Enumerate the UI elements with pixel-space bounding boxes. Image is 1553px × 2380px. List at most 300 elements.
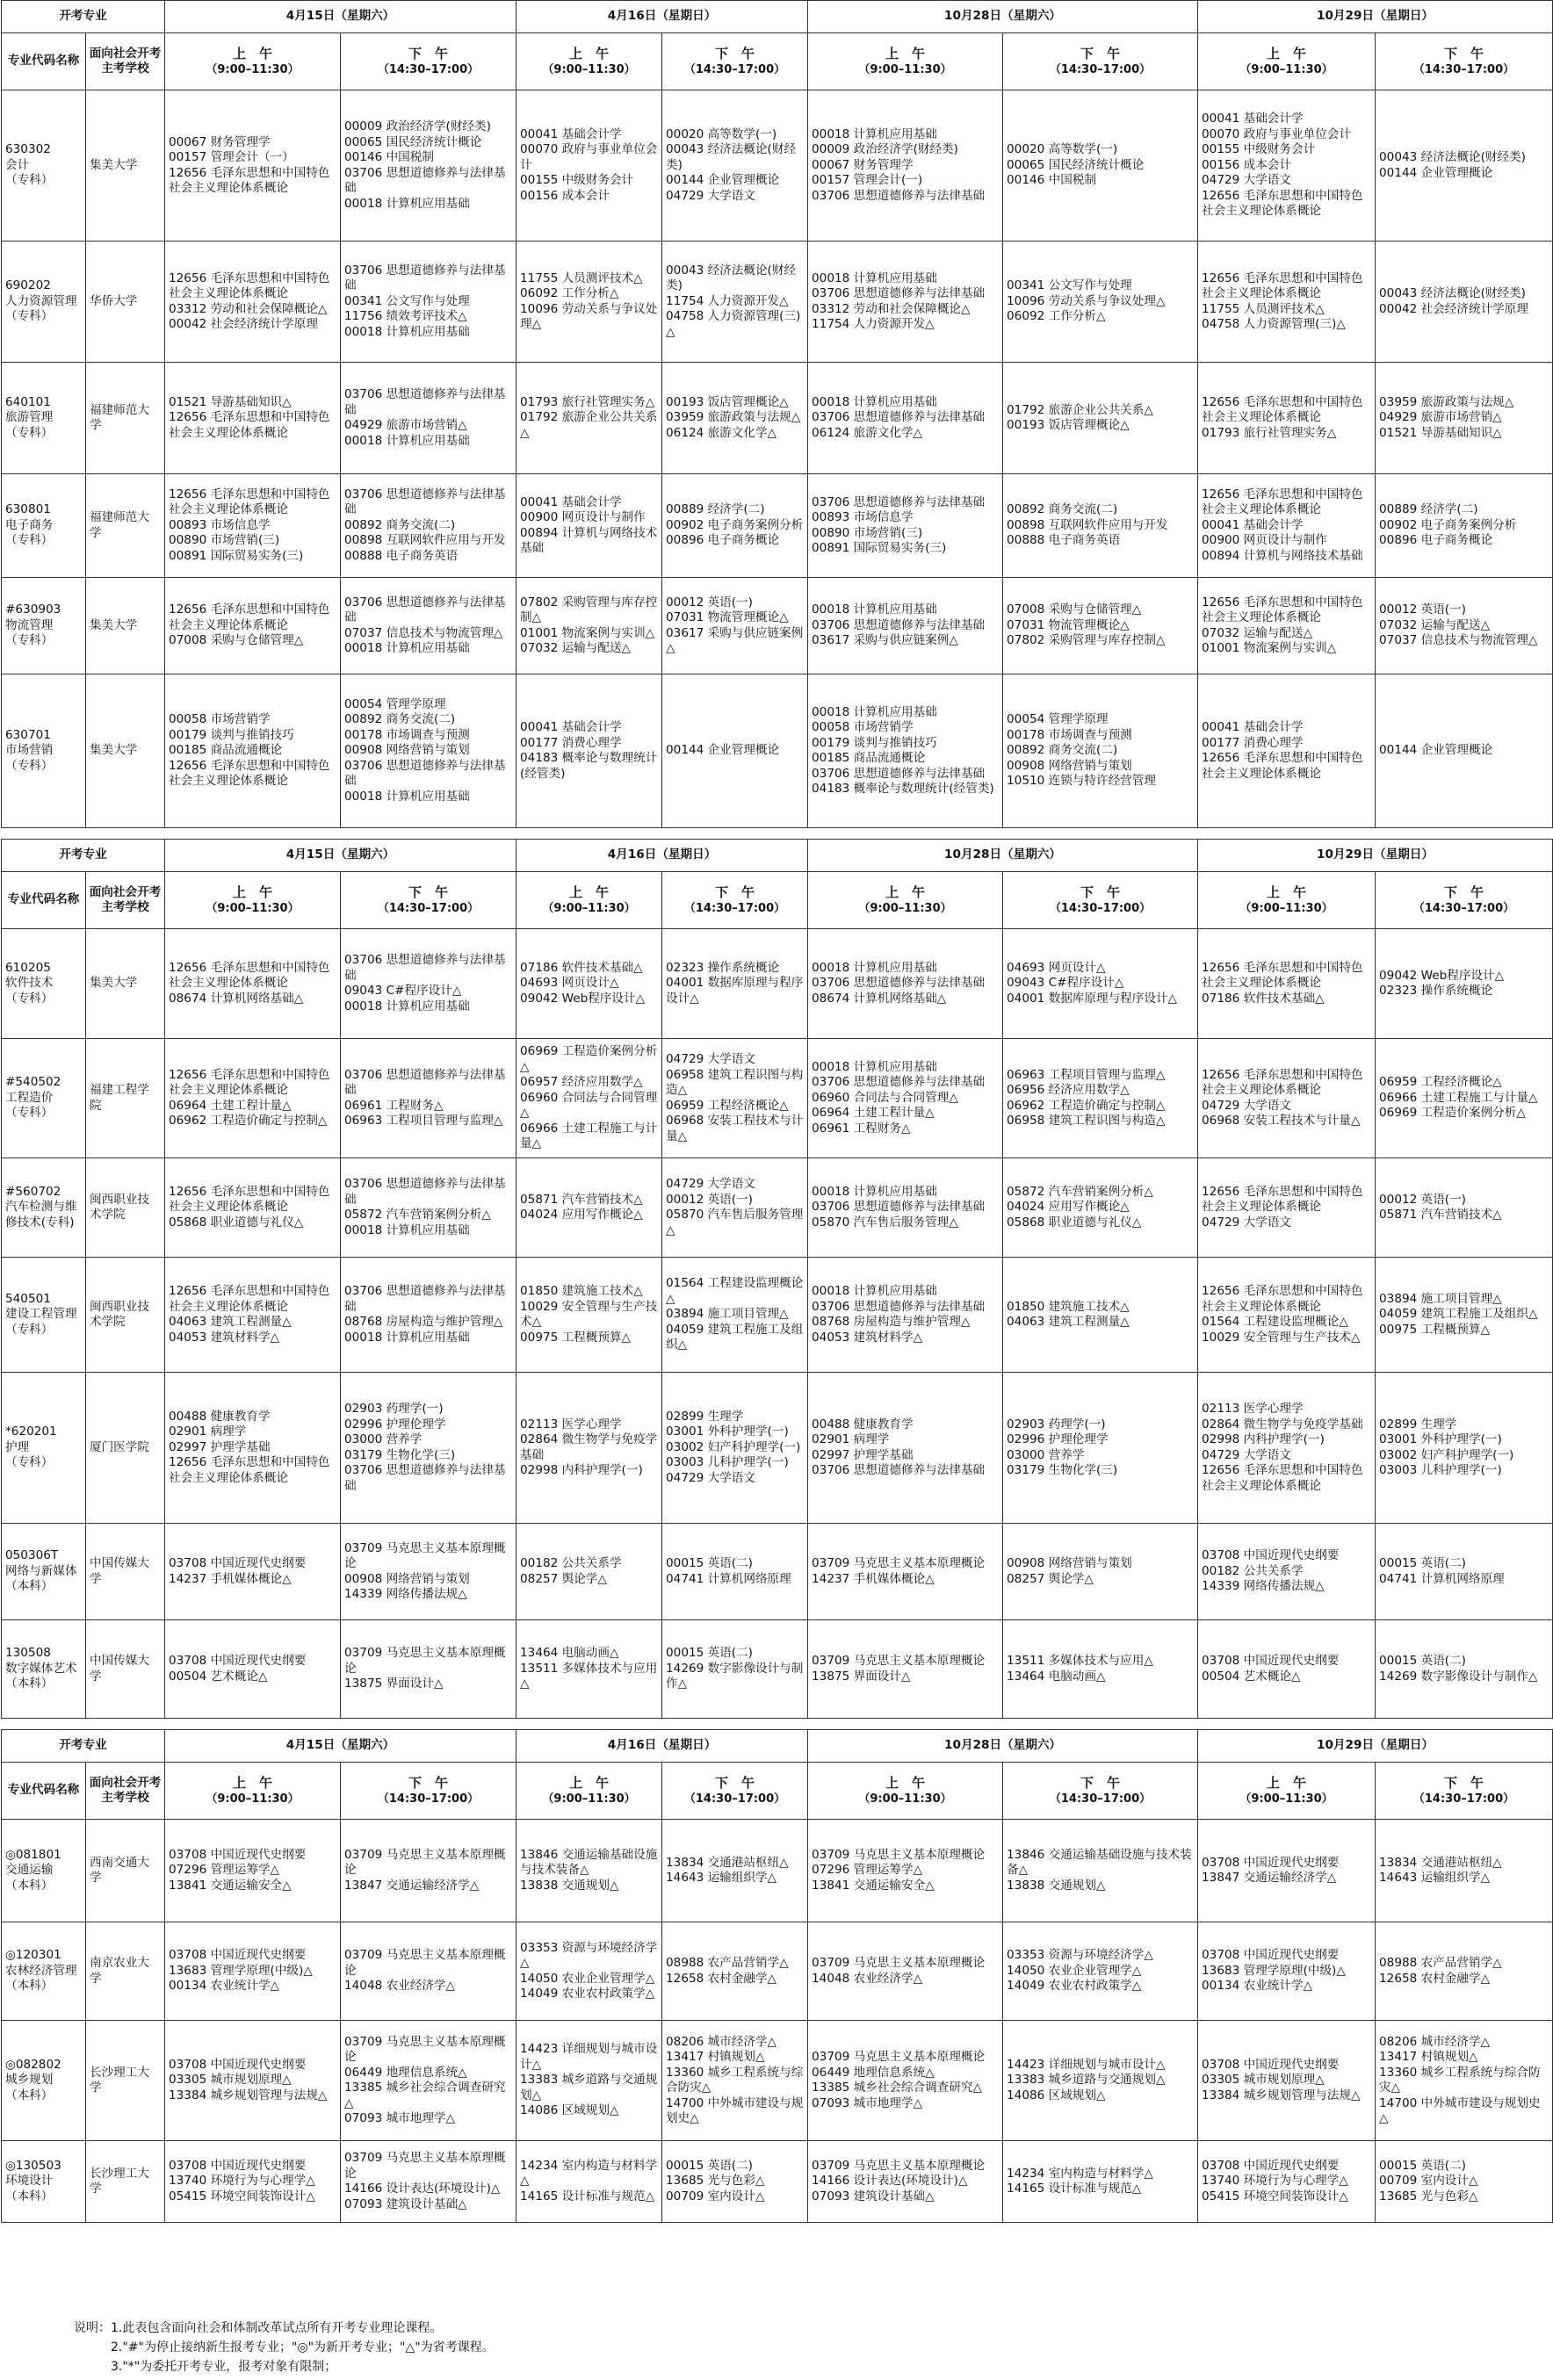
course-entry: 00894 计算机与网络技术基础	[1202, 548, 1363, 563]
course-entry: 07032 运输与配送△	[520, 641, 632, 655]
course-entry: 05871 汽车营销技术△	[520, 1192, 643, 1207]
session-label: 上 午	[885, 1775, 926, 1791]
major-code-name	[2, 474, 86, 578]
course-entry: 02864 微生物学与免疫学基础	[520, 1432, 658, 1462]
course-entry: 14166 设计表达(环境设计)△	[812, 2174, 968, 2189]
course-entry: 13838 交通规划△	[520, 1878, 619, 1893]
course-entry: 13511 多媒体技术与应用△	[1007, 1654, 1153, 1668]
course-entry: 02864 微生物学与免疫学基础	[1202, 1417, 1363, 1432]
course-entry: 12656 毛泽东思想和中国特色社会主义理论体系概论	[1202, 751, 1363, 781]
course-entry: 00009 政治经济学(财经类)	[344, 119, 491, 133]
course-entry: 00890 市场营销(三)	[169, 533, 280, 548]
header-morning	[808, 1763, 1003, 1820]
session-courses	[341, 1620, 516, 1719]
session-courses	[341, 1258, 516, 1373]
course-entry: 00157 管理会计(一)	[812, 173, 923, 188]
session-courses	[1003, 1373, 1198, 1524]
header-major: 开考专业	[2, 1, 165, 33]
course-entry: 10510 连锁与特许经营管理	[1007, 774, 1156, 789]
course-entry: 04741 计算机网络原理	[1379, 1571, 1505, 1586]
course-entry: 12656 毛泽东思想和中国特色社会主义理论体系概论	[1202, 960, 1363, 991]
course-entry: 00504 艺术概论△	[1202, 1669, 1301, 1684]
header-afternoon	[662, 1763, 808, 1820]
course-entry: 00193 饭店管理概论△	[666, 394, 789, 409]
session-courses	[808, 474, 1003, 578]
major-code-line: （专科）	[5, 991, 54, 1006]
session-courses	[808, 242, 1003, 363]
course-entry: 02903 药理学(一)	[344, 1402, 444, 1416]
course-entry: 13834 交通港站枢纽△	[666, 1855, 789, 1870]
major-code-line: （专科）	[5, 173, 54, 188]
course-entry: 00041 基础会计学	[520, 720, 622, 734]
major-code-line: 690202	[5, 278, 51, 293]
major-code-line: （本科）	[5, 2189, 54, 2203]
course-entry: 04053 建筑材料学△	[812, 1330, 923, 1345]
course-entry: 06959 工程经济概论△	[666, 1098, 789, 1113]
session-courses	[516, 929, 662, 1039]
session-courses	[808, 1258, 1003, 1373]
session-courses	[1376, 1258, 1553, 1373]
major-code-line: （专科）	[5, 1455, 54, 1470]
session-courses	[1003, 578, 1198, 674]
course-entry: 00018 计算机应用基础	[812, 394, 937, 409]
major-row	[2, 2021, 1553, 2141]
session-time: （9:00–11:30）	[858, 63, 952, 76]
course-entry: 14049 农业农村政策学△	[1007, 1979, 1142, 1994]
session-courses	[1003, 1258, 1198, 1373]
session-label: 上 午	[569, 46, 610, 61]
course-entry: 12656 毛泽东思想和中国特色社会主义理论体系概论	[1202, 595, 1363, 624]
session-courses	[662, 242, 808, 363]
session-courses	[662, 2141, 808, 2223]
session-courses	[165, 1039, 341, 1158]
course-entry: 03706 思想道德修养与法律基础	[344, 1067, 506, 1097]
course-entry: 00891 国际贸易实务(三)	[812, 541, 947, 555]
course-entry: 03894 施工项目管理△	[1379, 1291, 1502, 1306]
header-morning	[165, 1763, 341, 1820]
session-courses	[662, 474, 808, 578]
course-entry: 07093 建筑设计基础△	[344, 2196, 467, 2211]
major-code-line: 会计	[5, 157, 30, 172]
session-courses	[341, 929, 516, 1039]
course-entry: 00043 经济法概论(财经类)	[1379, 286, 1526, 300]
block-gap	[0, 1719, 1553, 1729]
course-entry: 00890 市场营销(三)	[812, 525, 923, 540]
course-entry: 00898 互联网软件应用与开发	[344, 533, 506, 548]
course-entry: 04729 大学语文	[1202, 1215, 1291, 1230]
course-entry: 07093 建筑设计基础△	[812, 2189, 935, 2203]
course-entry: 13846 交通运输基础设施与技术装备△	[1007, 1847, 1192, 1878]
major-code-name	[2, 1039, 86, 1158]
course-entry: 00178 市场调查与预测	[1007, 727, 1132, 742]
session-time: （9:00–11:30）	[1239, 63, 1333, 76]
session-courses	[1198, 1922, 1376, 2021]
major-code-line: 610205	[5, 960, 51, 975]
host-school: 福建工程学院	[86, 1039, 165, 1158]
course-entry: 00504 艺术概论△	[169, 1669, 268, 1684]
session-courses	[1376, 674, 1553, 828]
course-entry: 03959 旅游政策与法规△	[666, 410, 801, 425]
course-entry: 01001 物流案例与实训△	[1202, 641, 1337, 655]
course-entry: 00177 消费心理学	[520, 735, 622, 750]
course-entry: 00070 政府与事业单位会计	[1202, 126, 1351, 141]
session-label: 上 午	[232, 1775, 272, 1791]
course-entry: 13464 电脑动画△	[520, 1646, 619, 1661]
course-entry: 12656 毛泽东思想和中国特色社会主义理论体系概论	[169, 487, 330, 517]
session-courses	[1376, 1039, 1553, 1158]
session-label: 上 午	[569, 884, 610, 900]
note-2: 2."#"为停止接纳新生报考专业；"◎"为新开考专业；"△"为省考课程。	[111, 2340, 495, 2355]
major-code-line: 数字媒体艺术	[5, 1661, 77, 1676]
session-time: （9:00–11:30）	[858, 902, 952, 915]
course-entry: 00012 英语(一)	[1379, 602, 1466, 617]
course-entry: 03706 思想道德修养与法律基础	[344, 758, 506, 789]
host-school: 集美大学	[86, 90, 165, 242]
course-entry: 13847 交通运输经济学△	[1202, 1871, 1337, 1885]
session-courses	[808, 2021, 1003, 2141]
course-entry: 11756 绩效考评技术△	[344, 309, 467, 324]
major-code-line: 电子商务	[5, 517, 54, 532]
course-entry: 03709 马克思主义基本原理概论	[812, 1847, 986, 1862]
session-courses	[662, 1039, 808, 1158]
major-row	[2, 363, 1553, 474]
course-entry: 13685 光与色彩△	[666, 2174, 765, 2189]
course-entry: 14166 设计表达(环境设计)△	[344, 2182, 501, 2196]
major-code-line: （专科）	[5, 309, 54, 324]
host-school: 集美大学	[86, 929, 165, 1039]
major-row	[2, 1158, 1553, 1258]
course-entry: 00891 国际贸易实务(三)	[169, 548, 304, 563]
session-time: （9:00–11:30）	[206, 1792, 300, 1806]
course-entry: 13740 环境行为与心理学△	[169, 2174, 315, 2189]
course-entry: 06449 地理信息系统△	[812, 2065, 935, 2080]
session-time: （9:00–11:30）	[206, 902, 300, 915]
host-school: 福建师范大学	[86, 474, 165, 578]
course-entry: 04729 大学语文	[1202, 1098, 1291, 1113]
session-label: 上 午	[1267, 46, 1307, 61]
session-courses	[516, 1373, 662, 1524]
course-entry: 00185 商品流通概论	[812, 751, 926, 765]
course-entry: 00898 互联网软件应用与开发	[1007, 517, 1168, 532]
header-morning	[1198, 872, 1376, 929]
major-code-line: 540501	[5, 1291, 51, 1306]
course-entry: 06958 建筑工程识图与构造△	[1007, 1114, 1166, 1128]
course-entry: 09042 Web程序设计△	[520, 991, 646, 1006]
course-entry: 08768 房屋构造与维护管理△	[812, 1315, 971, 1329]
session-courses	[1198, 1258, 1376, 1373]
course-entry: 13740 环境行为与心理学△	[1202, 2174, 1348, 2189]
host-school: 福建师范大学	[86, 363, 165, 474]
header-school: 面向社会开考主考学校	[86, 872, 165, 929]
course-entry: 04929 旅游市场营销△	[1379, 410, 1502, 425]
session-time: （14:30–17:00）	[1412, 63, 1515, 76]
header-morning	[516, 1763, 662, 1820]
course-entry: 00144 企业管理概论	[1379, 165, 1493, 180]
course-entry: 05870 汽车售后服务管理△	[666, 1208, 804, 1237]
course-entry: 01793 旅行社管理实务△	[520, 394, 655, 409]
major-code-line: 640101	[5, 394, 51, 409]
session-courses	[662, 1373, 808, 1524]
course-entry: 00193 饭店管理概论△	[1007, 418, 1130, 432]
header-afternoon	[1376, 33, 1553, 90]
session-courses	[516, 1039, 662, 1158]
course-entry: 00893 市场信息学	[169, 517, 271, 532]
course-entry: 06449 地理信息系统△	[344, 2065, 467, 2080]
course-entry: 04059 建筑工程施工及组织△	[666, 1322, 804, 1352]
course-entry: 00042 社会经济统计学原理	[1379, 301, 1528, 316]
course-entry: 04693 网页设计△	[520, 976, 619, 991]
course-entry: 07093 城市地理学△	[344, 2111, 455, 2125]
session-label: 下 午	[1080, 1775, 1121, 1791]
session-courses	[1198, 2021, 1376, 2141]
course-entry: 08768 房屋构造与维护管理△	[344, 1315, 503, 1329]
major-code-line: #540502	[5, 1075, 61, 1090]
course-entry: 00009 政治经济学(财经类)	[812, 142, 958, 157]
course-entry: 00018 计算机应用基础	[344, 1330, 470, 1345]
course-entry: 03708 中国近现代史纲要	[1202, 1948, 1340, 1963]
header-afternoon	[341, 872, 516, 929]
major-code-line: 630302	[5, 142, 51, 157]
course-entry: 00908 网络营销与策划	[1007, 758, 1132, 773]
course-entry: 03706 思想道德修养与法律基础	[344, 953, 506, 983]
course-entry: 12656 毛泽东思想和中国特色社会主义理论体系概论	[169, 1455, 330, 1485]
course-entry: 04183 概率论与数理统计(经管类)	[520, 751, 658, 781]
session-courses	[1003, 2141, 1198, 2223]
session-courses	[662, 1524, 808, 1620]
major-code-line: 630801	[5, 502, 51, 517]
course-entry: 01564 工程建设监理概论△	[1202, 1315, 1348, 1329]
course-entry: 00018 计算机应用基础	[812, 1284, 937, 1298]
session-label: 下 午	[408, 46, 449, 61]
session-courses	[341, 1922, 516, 2021]
session-courses	[1376, 1373, 1553, 1524]
course-entry: 00054 管理学原理	[1007, 712, 1109, 727]
session-time: （9:00–11:30）	[1239, 902, 1333, 915]
course-entry: 07802 采购管理与库存控制△	[1007, 633, 1166, 648]
course-entry: 02901 病理学	[169, 1424, 247, 1439]
course-entry: 01850 建筑施工技术△	[520, 1284, 643, 1298]
header-date: 10月29日（星期日）	[1198, 840, 1553, 872]
course-entry: 02899 生理学	[1379, 1417, 1457, 1432]
course-entry: 11755 人员测评技术△	[520, 270, 643, 285]
course-entry: 04183 概率论与数理统计(经管类)	[812, 782, 994, 796]
session-courses	[662, 1820, 808, 1922]
course-entry: 03708 中国近现代史纲要	[1202, 1548, 1340, 1563]
session-courses	[516, 1620, 662, 1719]
course-entry: 00018 计算机应用基础	[812, 704, 937, 719]
session-courses	[165, 578, 341, 674]
session-time: （14:30–17:00）	[377, 1792, 480, 1806]
course-entry: 14048 农业经济学△	[344, 1979, 455, 1994]
course-entry: 14339 网络传播法规△	[1202, 1579, 1325, 1594]
course-entry: 04063 建筑工程测量△	[1007, 1315, 1130, 1329]
course-entry: 04729 大学语文	[666, 1177, 755, 1191]
course-entry: 00902 电子商务案例分析	[1379, 517, 1517, 532]
course-entry: 01564 工程建设监理概论△	[666, 1276, 804, 1306]
course-entry: 03708 中国近现代史纲要	[1202, 2057, 1340, 2072]
course-entry: 00058 市场营销学	[169, 712, 271, 727]
host-school: 西南交通大学	[86, 1820, 165, 1922]
major-row	[2, 578, 1553, 674]
course-entry: 10029 安全管理与生产技术△	[520, 1299, 658, 1329]
course-entry: 00065 国民经济统计概论	[344, 134, 482, 149]
course-entry: 07031 物流管理概论△	[1007, 617, 1130, 632]
course-entry: 00144 企业管理概论	[666, 743, 780, 758]
course-entry: 00892 商务交流(二)	[1007, 743, 1118, 758]
course-entry: 02323 操作系统概论	[666, 960, 780, 975]
course-entry: 13360 城乡工程系统与综合防灾△	[666, 2065, 804, 2095]
major-row	[2, 242, 1553, 363]
course-entry: 00018 计算机应用基础	[812, 960, 937, 975]
course-entry: 06124 旅游文化学△	[666, 425, 777, 440]
course-entry: 06964 土建工程计量△	[812, 1106, 935, 1121]
major-row	[2, 1820, 1553, 1922]
major-code-line: （专科）	[5, 1106, 54, 1121]
session-courses	[165, 1524, 341, 1620]
session-time: （9:00–11:30）	[1239, 1792, 1333, 1806]
course-entry: 11755 人员测评技术△	[1202, 301, 1325, 316]
session-courses	[165, 242, 341, 363]
course-entry: 00179 谈判与推销技巧	[812, 735, 937, 750]
course-entry: 00177 消费心理学	[1202, 735, 1304, 750]
course-entry: 13846 交通运输基础设施与技术装备△	[520, 1847, 658, 1878]
session-courses	[165, 1158, 341, 1258]
course-entry: 06957 经济应用数学△	[520, 1075, 643, 1090]
course-entry: 03709 马克思主义基本原理概论	[812, 2050, 986, 2064]
course-entry: 00900 网页设计与制作	[1202, 533, 1327, 548]
session-courses	[341, 242, 516, 363]
session-courses	[1198, 674, 1376, 828]
course-entry: 03709 马克思主义基本原理概论	[344, 1948, 506, 1978]
major-code-name	[2, 1922, 86, 2021]
course-entry: 04053 建筑材料学△	[169, 1330, 279, 1345]
course-entry: 03709 马克思主义基本原理概论	[344, 2151, 506, 2181]
course-entry: 04729 大学语文	[666, 188, 755, 203]
course-entry: 12656 毛泽东思想和中国特色社会主义理论体系概论	[1202, 394, 1363, 425]
course-entry: 07032 运输与配送△	[1379, 617, 1491, 632]
course-entry: 04729 大学语文	[1202, 173, 1291, 188]
major-code-line: 市场营销	[5, 743, 54, 758]
major-row	[2, 1373, 1553, 1524]
course-entry: 03353 资源与环境经济学△	[1007, 1948, 1153, 1963]
header-morning	[808, 872, 1003, 929]
course-entry: 05415 环境空间装饰设计△	[169, 2189, 315, 2203]
course-entry: 04693 网页设计△	[1007, 960, 1106, 975]
session-courses	[662, 929, 808, 1039]
course-entry: 04059 建筑工程施工及组织△	[1379, 1307, 1538, 1322]
host-school: 闽西职业技术学院	[86, 1258, 165, 1373]
course-entry: 13838 交通规划△	[1007, 1878, 1106, 1893]
course-entry: 01521 导游基础知识△	[1379, 425, 1502, 440]
course-entry: 03708 中国近现代史纲要	[1202, 1654, 1340, 1668]
course-entry: 13383 城乡道路与交通规划△	[520, 2073, 658, 2102]
session-courses	[1376, 363, 1553, 474]
session-courses	[165, 1373, 341, 1524]
course-entry: 09043 C#程序设计△	[344, 984, 462, 998]
major-row	[2, 1922, 1553, 2021]
major-code-line: （专科）	[5, 758, 54, 773]
course-entry: 12656 毛泽东思想和中国特色社会主义理论体系概论	[1202, 188, 1363, 219]
course-entry: 14234 室内构造与材料学△	[520, 2158, 658, 2189]
course-entry: 00015 英语(二)	[666, 1556, 753, 1570]
session-courses	[516, 1158, 662, 1258]
course-entry: 13360 城乡工程系统与综合防灾△	[1379, 2065, 1541, 2095]
major-code-line: 050306T	[5, 1548, 59, 1563]
major-code-line: （本科）	[5, 1878, 54, 1893]
course-entry: 02901 病理学	[812, 1432, 890, 1446]
major-code-name	[2, 1524, 86, 1620]
course-entry: 04001 数据库原理与程序设计△	[666, 976, 804, 1006]
host-school: 中国传媒大学	[86, 1620, 165, 1719]
session-courses	[516, 1524, 662, 1620]
course-entry: 00893 市场信息学	[812, 510, 914, 524]
course-entry: 07093 城市地理学△	[812, 2095, 923, 2110]
course-entry: 00146 中国税制	[344, 150, 434, 164]
session-time: （14:30–17:00）	[1049, 902, 1152, 915]
session-label: 上 午	[232, 884, 272, 900]
course-entry: 00020 高等数学(一)	[666, 126, 777, 141]
header-afternoon	[1003, 1763, 1198, 1820]
session-courses	[165, 2021, 341, 2141]
major-code-line: 护理	[5, 1439, 30, 1454]
course-entry: 05870 汽车售后服务管理△	[812, 1215, 958, 1230]
course-entry: 05872 汽车营销案例分析△	[344, 1208, 491, 1222]
major-code-name	[2, 578, 86, 674]
session-label: 下 午	[1444, 46, 1484, 61]
session-courses	[165, 2141, 341, 2223]
session-courses	[662, 674, 808, 828]
session-courses	[165, 1620, 341, 1719]
course-entry: 00179 谈判与推销技巧	[169, 727, 294, 742]
course-entry: 03001 外科护理学(一)	[1379, 1432, 1502, 1446]
session-time: （14:30–17:00）	[683, 902, 786, 915]
session-time: （14:30–17:00）	[1412, 902, 1515, 915]
session-courses	[808, 1158, 1003, 1258]
course-entry: 14269 数字影像设计与制作△	[666, 1661, 804, 1691]
course-entry: 14423 详细规划与城市设计△	[1007, 2057, 1166, 2072]
course-entry: 07296 管理运筹学△	[169, 1863, 279, 1878]
major-row	[2, 1620, 1553, 1719]
session-courses	[662, 363, 808, 474]
session-courses	[808, 90, 1003, 242]
course-entry: 01850 建筑施工技术△	[1007, 1299, 1130, 1314]
course-entry: 09042 Web程序设计△	[1379, 968, 1505, 983]
course-entry: 01521 导游基础知识△	[169, 394, 292, 409]
course-entry: 00341 公文写作与处理	[1007, 278, 1132, 293]
header-date: 4月16日（星期日）	[516, 1, 808, 33]
header-date: 10月28日（星期六）	[808, 840, 1198, 872]
session-courses	[165, 1922, 341, 2021]
course-entry: 03709 马克思主义基本原理概论	[344, 1847, 506, 1878]
course-entry: 03706 思想道德修养与法律基础	[812, 410, 986, 425]
course-entry: 10029 安全管理与生产技术△	[1202, 1330, 1361, 1345]
session-courses	[1376, 242, 1553, 363]
major-code-line: （本科）	[5, 1979, 54, 1994]
session-courses	[165, 674, 341, 828]
major-row	[2, 674, 1553, 828]
major-code-name	[2, 1820, 86, 1922]
session-courses	[1198, 90, 1376, 242]
course-entry: 03706 思想道德修养与法律基础	[344, 263, 506, 293]
course-entry: 06961 工程财务△	[812, 1121, 911, 1136]
header-date: 4月16日（星期日）	[516, 840, 808, 872]
course-entry: 00889 经济学(二)	[1379, 502, 1478, 517]
course-entry: 03706 思想道德修养与法律基础	[812, 976, 986, 991]
course-entry: 00015 英语(二)	[1379, 1556, 1466, 1570]
course-entry: 12656 毛泽东思想和中国特色社会主义理论体系概论	[1202, 270, 1363, 300]
course-entry: 05868 职业道德与礼仪△	[169, 1215, 304, 1230]
course-entry: 03706 思想道德修养与法律基础	[812, 1299, 986, 1314]
